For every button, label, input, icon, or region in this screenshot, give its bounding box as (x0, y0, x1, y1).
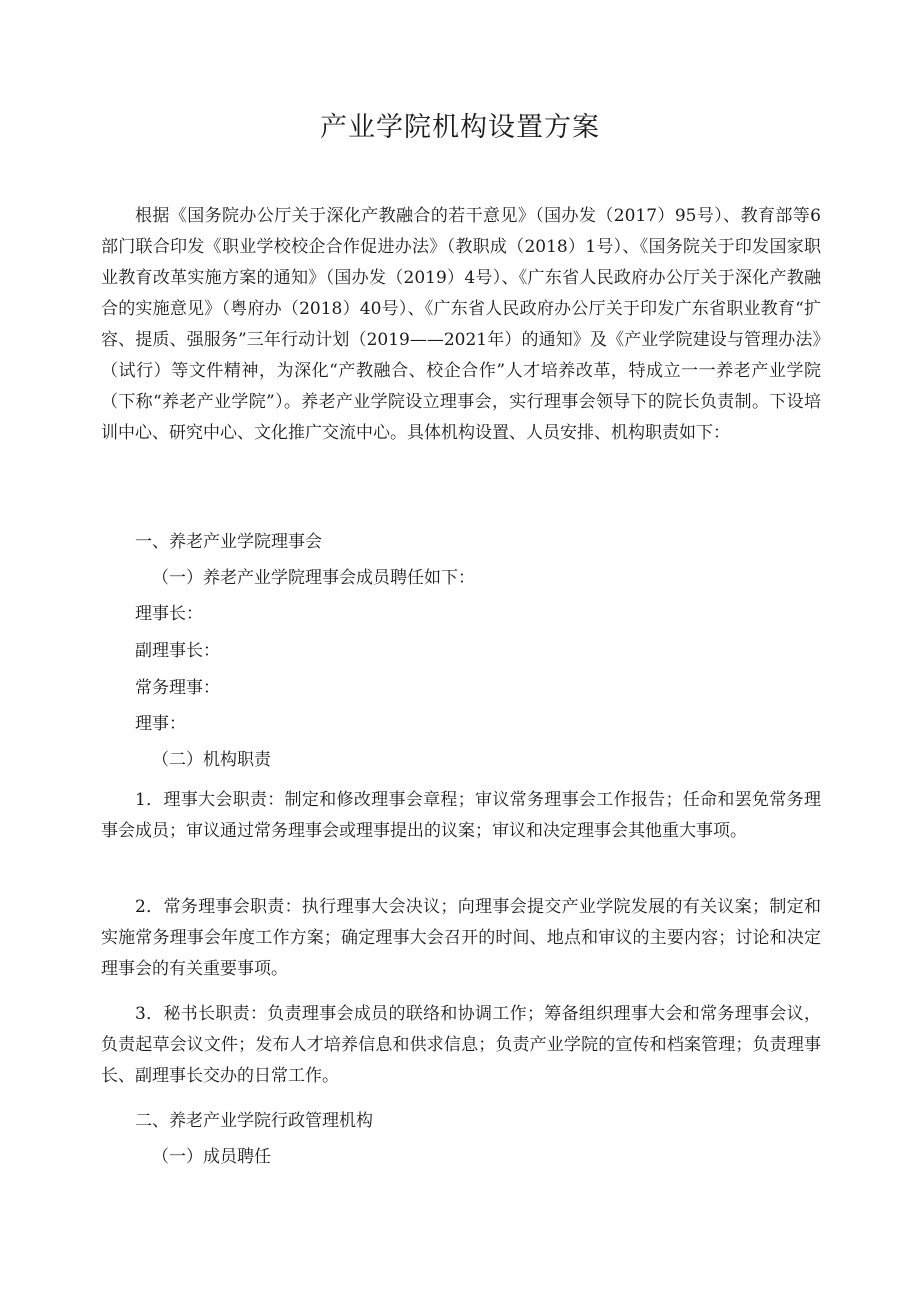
duty-paragraph-1: 1．理事大会职责：制定和修改理事会章程；审议常务理事会工作报告；任命和罢免常务理事会成员；审议通过常务理事会或理事提出的议案；审议和决定理事会其他重大事项。 (101, 790, 821, 841)
subheading-members: （一）养老产业学院理事会成员聘任如下： (152, 568, 475, 588)
subheading-duties: （二）机构职责 (152, 750, 271, 770)
label-standing-director: 常务理事： (135, 678, 220, 698)
label-chairman: 理事长： (135, 604, 203, 624)
subheading-member-appointment: （一）成员聘任 (152, 1147, 271, 1167)
label-director: 理事： (135, 714, 186, 734)
intro-paragraph: 根据《国务院办公厅关于深化产教融合的若干意见》（国办发（2017）95号）、教育部等6部门联合印发《职业学校校企合作促进办法》（教职成（2018）1号）、《国务院关于印发国家职业教育改革实施方案的通知》（国办发（2019）4号）、《广东省人民政府办公厅关于深化产教融合的实施意见》（粤府办（2018）40号）、《广东省人民政府办公厅关于印发广东省职业教育“扩容、提质、强服务”三年行动计划（2019——2021年）的通知》及《产业学院建设与管理办法》（试行）等文件精神，为深化“产教融合、校企合作”人才培养改革，特成立一一养老产业学院（下称“养老产业学院”）。养老产业学院设立理事会，实行理事会领导下的院长负责制。下设培训中心、研究中心、文化推广交流中心。具体机构设置、人员安排、机构职责如下： (101, 206, 821, 443)
section-heading-council: 一、养老产业学院理事会 (135, 532, 322, 552)
label-vice-chairman: 副理事长： (135, 641, 220, 661)
duty-paragraph-2: 2．常务理事会职责：执行理事大会决议；向理事会提交产业学院发展的有关议案；制定和实施常务理事会年度工作方案；确定理事大会召开的时间、地点和审议的主要内容；讨论和决定理事会的有关重要事项。 (101, 897, 821, 979)
section-heading-admin: 二、养老产业学院行政管理机构 (135, 1111, 373, 1131)
document-title: 产业学院机构设置方案 (320, 112, 600, 143)
duty-paragraph-3: 3．秘书长职责：负责理事会成员的联络和协调工作；筹备组织理事大会和常务理事会议，负责起草会议文件；发布人才培养信息和供求信息；负责产业学院的宣传和档案管理；负责理事长、副理事长交办的日常工作。 (101, 1004, 821, 1086)
